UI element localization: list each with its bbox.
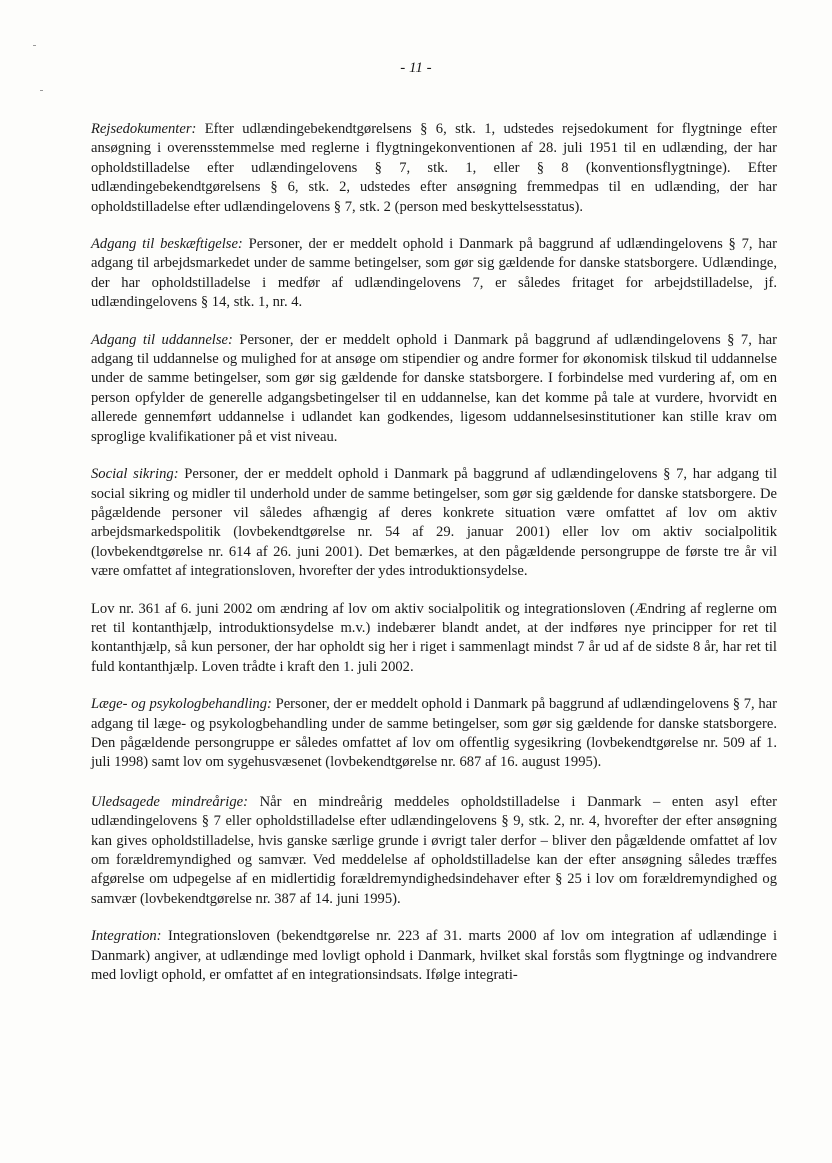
paragraph-employment-access (91, 235, 777, 313)
scan-mark (40, 90, 43, 91)
paragraph-text: Personer, der er meddelt ophold i Danmark på baggrund af udlændingelovens § 7, har adgang til læge- og psykologbehandling under de samme betingelser, som gør sig gældende for danske statsborgere. Den pågældende persongruppe er således omfattet af lov om offentlig sygesikring (lovbekendtgørelse nr. 509 af 1. juli 1998) samt lov om sygehusvæsenet (lovbekendtgørelse nr. 687 af 16. august 1995). (91, 696, 778, 771)
paragraph-heading: Integration: (91, 928, 162, 945)
paragraph-text: Efter udlændingebekendtgørelsens § 6, stk. 1, udstedes rejsedokument for flygtninge efter ansøgning i overensstemmelse med reglerne i flygtningekonventionen af 28. juli 1951 til en udlænding, der har opholdstilladelse efter udlændingelovens § 7, stk. 1, eller § 8 (konventionsflygtninge). Efter udlændingebekendtgørelsens § 6, stk. 2, udstedes efter ansøgning fremmedpas til en udlænding, der har opholdstilladelse efter udlændingelovens § 7, stk. 2 (person med beskyttelsesstatus). (91, 121, 777, 215)
paragraph-medical-treatment (91, 695, 777, 773)
document-body (91, 120, 777, 1003)
paragraph-text: Når en mindreårig meddeles opholdstilladelse i Danmark – enten asyl efter udlændingelovens § 7 eller opholdstilladelse efter udlændingelovens § 9, stk. 2, nr. 4, hvorefter der efter ansøgning kan gives opholdstilladelse, hvis ganske særlige grunde i øvrigt taler derfor – bliver den pågældende omfattet af lov om forældremyndighed og samvær. Ved meddelelse af opholdstilladelse kan der efter ansøgning således træffes afgørelse om udpegelse af en midlertidig forældremyndighedsindehaver efter § 25 i lov om forældremyndighed og samvær (lovbekendtgørelse nr. 387 af 14. juni 1995). (91, 793, 777, 907)
scan-mark (33, 45, 36, 46)
paragraph-text: Personer, der er meddelt ophold i Danmark på baggrund af udlændingelovens § 7, har adgang til arbejdsmarkedet under de samme betingelser, som gør sig gældende for danske statsborgere. Udlændinge, der har opholdstilladelse i medfør af udlændingelovens 7, er således fritaget for arbejdstilladelse, jf. udlændingelovens § 14, stk. 1, nr. 4. (91, 236, 777, 311)
paragraph-heading: Adgang til uddannelse: (91, 331, 233, 348)
paragraph-text: Personer, der er meddelt ophold i Danmark på baggrund af udlændingelovens § 7, har adgang til uddannelse og mulighed for at ansøge om stipendier og andre former for økonomisk tilskud til uddannelse under de samme betingelser, som gør sig gældende for danske statsborgere. I forbindelse med vurdering af, om en person opfylder de generelle adgangsbetingelser til en uddannelse, kan det komme på tale at vurdere, hvorvidt en allerede gennemført uddannelse i udlandet kan godkendes, ligesom uddannelsesinstitutioner kan stille krav om sproglige kvalifikationer på et vist niveau. (91, 331, 777, 445)
paragraph-heading: Rejsedokumenter: (91, 121, 197, 137)
paragraph-unaccompanied-minors (91, 793, 777, 909)
paragraph-law-amendment (91, 600, 777, 678)
paragraph-heading: Social sikring: (91, 466, 179, 483)
paragraph-text: Personer, der er meddelt ophold i Danmark på baggrund af udlændingelovens § 7, har adgang til social sikring og midler til underhold under de samme betingelser, som gør sig gældende for danske statsborgere. De pågældende personer vil således afhængig af deres konkrete situation være omfattet af lov om aktiv arbejdsmarkedspolitik (lovbekendtgørelse nr. 54 af 29. januar 2001) eller lov om aktiv socialpolitik (lovbekendtgørelse nr. 614 af 26. juni 2001). Det bemærkes, at den pågældende persongruppe de første tre år vil være omfattet af integrationsloven, hvorefter der ydes introduktionsydelse. (91, 466, 777, 580)
paragraph-integration (91, 927, 777, 985)
paragraph-text: Lov nr. 361 af 6. juni 2002 om ændring af lov om aktiv socialpolitik og integrationsloven (Ændring af reglerne om ret til kontanthjælp, introduktionsydelse m.v.) indebærer blandt andet, at der indføres nye principper for ret til kontanthjælp, så kun personer, der har opholdt sig her i riget i sammenlagt mindst 7 år ud af de sidste 8 år, har ret til fuld kontanthjælp. Loven trådte i kraft den 1. juli 2002. (91, 600, 777, 675)
paragraph-text: Integrationsloven (bekendtgørelse nr. 223 af 31. marts 2000 af lov om integration af udlændinge i Danmark) angiver, at udlændinge med lovligt ophold i Danmark, hvilket skal forstås som flygtninge og indvandrere med lovligt ophold, er omfattet af en integrationsindsats. Ifølge integrati- (91, 928, 777, 984)
paragraph-heading: Adgang til beskæftigelse: (91, 236, 243, 253)
paragraph-education-access (91, 331, 777, 447)
page-number: - 11 - (400, 60, 432, 76)
paragraph-social-security (91, 465, 777, 581)
paragraph-heading: Uledsagede mindreårige: (91, 793, 248, 810)
paragraph-travel-documents (91, 120, 777, 217)
paragraph-heading: Læge- og psykologbehandling: (91, 696, 272, 713)
